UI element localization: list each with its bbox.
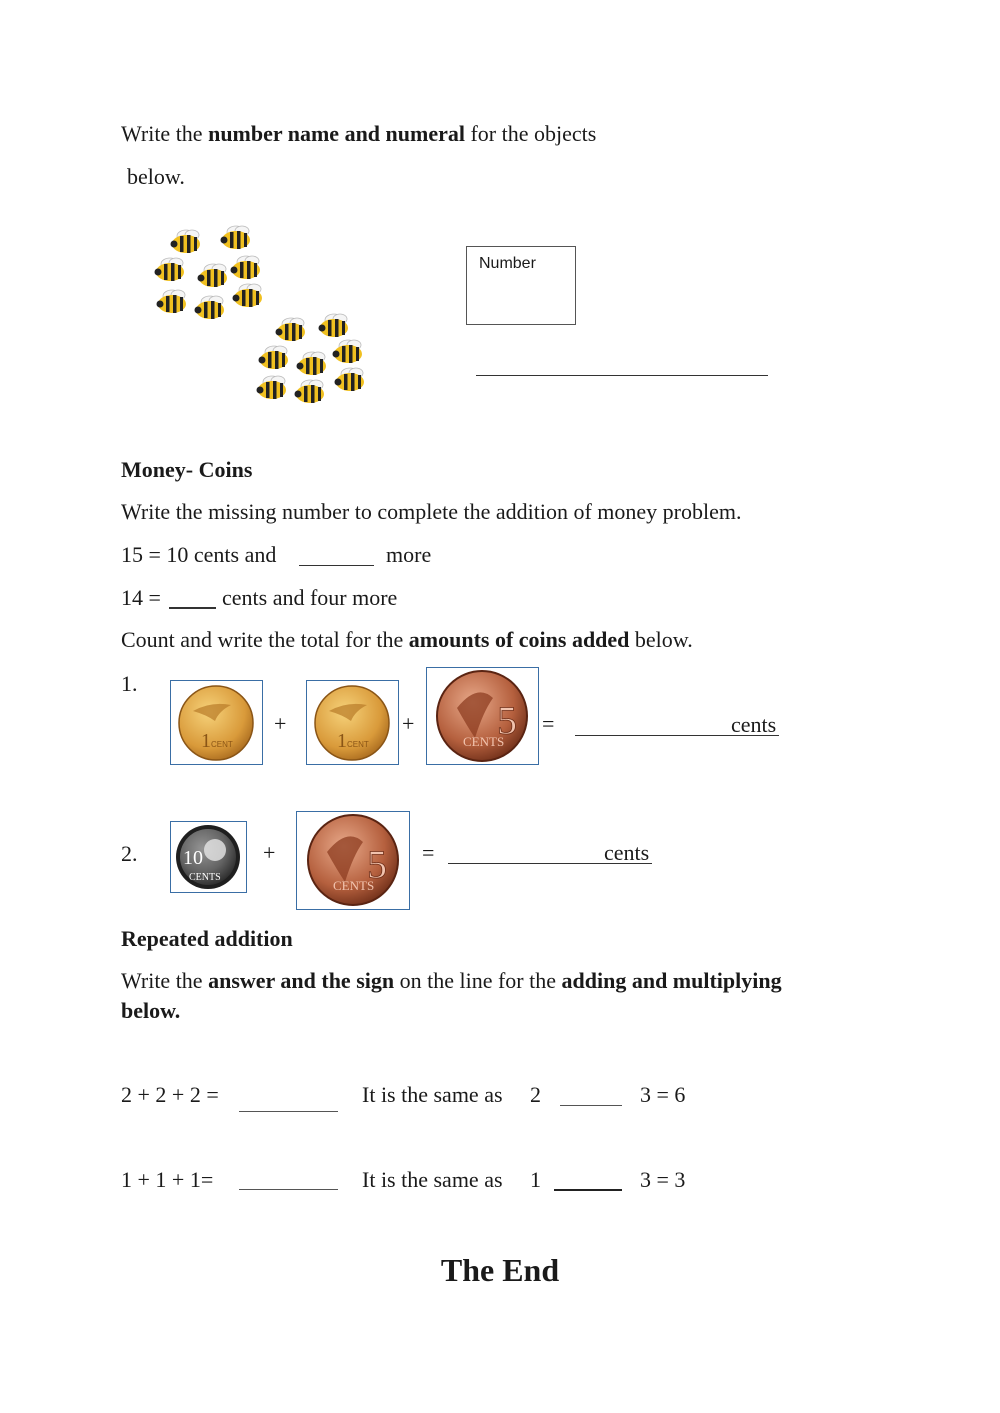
repeated-row-2-first: 1 xyxy=(530,1167,541,1192)
repeated-instr-mid: on the line for the xyxy=(394,968,562,993)
repeated-instr-bold2: adding and multiplying xyxy=(561,968,782,993)
coin-1-cent xyxy=(170,680,263,765)
bee xyxy=(155,258,185,281)
repeated-row-1-tail: 3 = 6 xyxy=(640,1082,686,1107)
coin-5-cents xyxy=(426,667,539,765)
repeated-row-1-first: 2 xyxy=(530,1082,541,1107)
coin-5-cents xyxy=(296,811,410,910)
repeated-instr-pre: Write the xyxy=(121,968,209,993)
repeated-heading: Repeated addition xyxy=(121,926,293,951)
svg-text:10: 10 xyxy=(183,847,203,869)
svg-text:5: 5 xyxy=(497,698,517,743)
intro-bold: number name and numeral xyxy=(208,121,465,146)
intro-pre: Write the xyxy=(121,121,209,146)
repeated-instr-bold1: answer and the sign xyxy=(208,968,395,993)
plus-sign: + xyxy=(274,711,287,736)
count-post: below. xyxy=(629,627,693,652)
bees-illustration xyxy=(148,220,373,410)
coin-10-cents xyxy=(170,821,247,893)
repeated-row-1-same: It is the same as xyxy=(362,1082,503,1107)
count-pre: Count and write the total for the xyxy=(121,627,409,652)
bee xyxy=(297,352,327,375)
bee xyxy=(333,340,363,363)
intro-post: for the objects xyxy=(464,121,597,146)
svg-text:CENT: CENT xyxy=(347,740,369,749)
repeated-row-1-answer-line[interactable] xyxy=(239,1111,338,1112)
bee xyxy=(259,346,289,369)
intro-instruction xyxy=(121,121,596,147)
coin-1-cent xyxy=(306,680,399,765)
plus-sign: + xyxy=(402,711,415,736)
bee xyxy=(231,256,261,279)
bee xyxy=(319,314,349,337)
repeated-row-2-same: It is the same as xyxy=(362,1167,503,1192)
money-line1-post: more xyxy=(386,542,432,567)
money-line2-pre: 14 = xyxy=(121,585,161,610)
bee xyxy=(276,318,306,341)
bee xyxy=(157,290,187,313)
equals-sign: = xyxy=(422,840,435,865)
svg-text:CENTS: CENTS xyxy=(463,734,505,749)
plus-sign: + xyxy=(263,840,276,865)
money-line1-blank[interactable] xyxy=(299,565,374,566)
svg-text:5: 5 xyxy=(367,842,387,887)
number-name-line[interactable] xyxy=(476,375,768,376)
count-bold: amounts of coins added xyxy=(408,627,630,652)
problem-2-unit: cents xyxy=(604,840,650,865)
count-instruction xyxy=(121,627,693,653)
svg-text:CENTS: CENTS xyxy=(333,878,375,893)
problem-1-unit: cents xyxy=(731,712,777,737)
repeated-row-1-expr: 2 + 2 + 2 = xyxy=(121,1082,219,1107)
repeated-row-2-expr: 1 + 1 + 1= xyxy=(121,1167,214,1192)
money-line2-blank[interactable] xyxy=(169,607,216,609)
number-answer-box[interactable] xyxy=(466,246,576,325)
bee xyxy=(233,284,263,307)
svg-text:CENT: CENT xyxy=(211,740,233,749)
bee xyxy=(257,376,287,399)
number-box-label: Number xyxy=(479,255,536,272)
svg-text:1: 1 xyxy=(337,730,347,752)
problem-2-number: 2. xyxy=(121,841,138,866)
money-line1-pre: 15 = 10 cents and xyxy=(121,542,277,567)
money-line2-post: cents and four more xyxy=(222,585,398,610)
intro-line2: below. xyxy=(127,164,185,189)
svg-text:1: 1 xyxy=(201,730,211,752)
repeated-instr-line2: below. xyxy=(121,998,181,1023)
repeated-row-2-tail: 3 = 3 xyxy=(640,1167,686,1192)
bee xyxy=(221,226,251,249)
problem-1-number: 1. xyxy=(121,671,138,696)
bee xyxy=(335,368,365,391)
repeated-instruction xyxy=(121,968,782,994)
repeated-row-1-sign-line[interactable] xyxy=(560,1105,622,1106)
flower-icon xyxy=(204,839,226,861)
equals-sign: = xyxy=(542,711,555,736)
bee xyxy=(171,230,201,253)
money-heading: Money- Coins xyxy=(121,457,253,482)
the-end-title: The End xyxy=(440,1252,560,1288)
bee xyxy=(195,296,225,319)
money-instruction: Write the missing number to complete the addition of money problem. xyxy=(121,499,742,524)
repeated-row-2-sign-line[interactable] xyxy=(554,1189,622,1191)
svg-text:CENTS: CENTS xyxy=(189,872,221,883)
bee xyxy=(198,264,228,287)
bee xyxy=(295,380,325,403)
repeated-row-2-answer-line[interactable] xyxy=(239,1189,338,1190)
